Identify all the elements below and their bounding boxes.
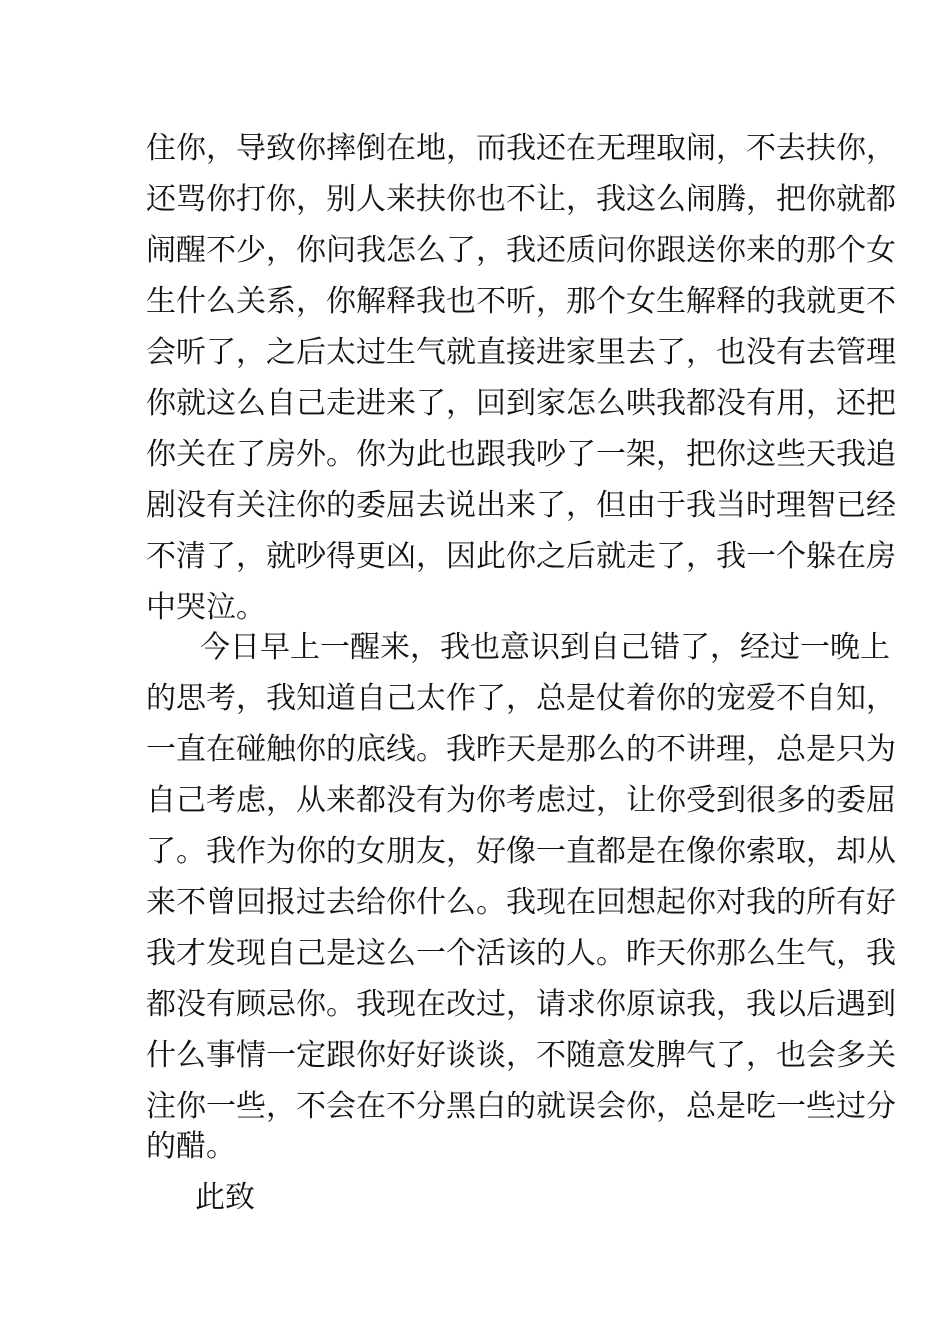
text-line: 的思考，我知道自己太作了，总是仗着你的宠爱不自知， [146, 681, 896, 716]
text-line: 我才发现自己是这么一个活该的人。昨天你那么生气，我 [146, 936, 896, 971]
paragraph-first-line: 今日早上一醒来，我也意识到自己错了，经过一晚上 [200, 630, 890, 665]
text-line: 都没有顾忌你。我现在改过，请求你原谅我，我以后遇到 [146, 987, 896, 1022]
text-line: 来不曾回报过去给你什么。我现在回想起你对我的所有好 [146, 885, 896, 920]
text-line: 什么事情一定跟你好好谈谈，不随意发脾气了，也会多关 [146, 1038, 896, 1073]
text-line: 了。我作为你的女朋友，好像一直都是在像你索取，却从 [146, 834, 896, 869]
text-line: 生什么关系，你解释我也不听，那个女生解释的我就更不 [146, 284, 896, 319]
text-line: 闹醒不少，你问我怎么了，我还质问你跟送你来的那个女 [146, 233, 896, 268]
text-line: 注你一些，不会在不分黑白的就误会你，总是吃一些过分 [146, 1089, 896, 1124]
text-line: 自己考虑，从来都没有为你考虑过，让你受到很多的委屈 [146, 783, 896, 818]
text-line: 会听了，之后太过生气就直接进家里去了，也没有去管理 [146, 335, 896, 370]
text-line: 一直在碰触你的底线。我昨天是那么的不讲理，总是只为 [146, 732, 896, 767]
text-line: 不清了，就吵得更凶，因此你之后就走了，我一个躲在房 [146, 539, 896, 574]
text-line: 还骂你打你，别人来扶你也不让，我这么闹腾，把你就都 [146, 182, 896, 217]
text-line: 你关在了房外。你为此也跟我吵了一架，把你这些天我追 [146, 437, 896, 472]
text-line: 的醋。 [146, 1129, 236, 1164]
text-line: 住你，导致你摔倒在地，而我还在无理取闹，不去扶你， [146, 131, 896, 166]
text-line: 你就这么自己走进来了，回到家怎么哄我都没有用，还把 [146, 386, 896, 421]
text-line: 剧没有关注你的委屈去说出来了，但由于我当时理智已经 [146, 488, 896, 523]
text-line: 中哭泣。 [146, 590, 266, 625]
closing-salutation: 此致 [195, 1180, 255, 1215]
